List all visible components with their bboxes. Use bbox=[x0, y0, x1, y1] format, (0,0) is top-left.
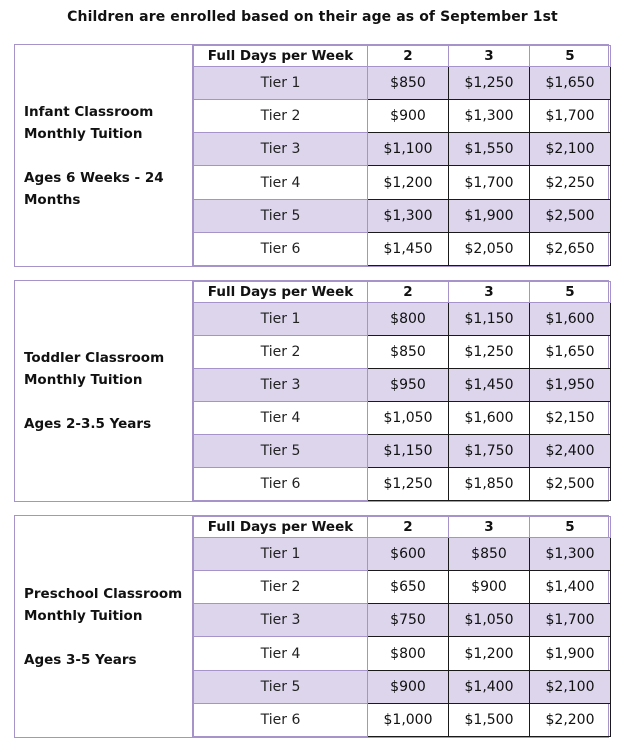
header-row bbox=[194, 517, 611, 538]
days-5-header: 5 bbox=[530, 282, 611, 303]
table-row bbox=[194, 402, 611, 435]
rate-cell: $1,600 bbox=[530, 303, 611, 336]
classroom-name: Preschool Classroom bbox=[24, 585, 183, 602]
rate-cell: $1,450 bbox=[449, 369, 530, 402]
preschool-tuition-block bbox=[14, 515, 609, 738]
rate-cell: $2,400 bbox=[530, 435, 611, 468]
days-per-week-header: Full Days per Week bbox=[194, 517, 368, 538]
tier-cell: Tier 6 bbox=[194, 468, 368, 501]
rate-cell: $1,100 bbox=[368, 133, 449, 166]
rate-cell: $1,950 bbox=[530, 369, 611, 402]
rate-cell: $2,500 bbox=[530, 199, 611, 232]
rate-table bbox=[193, 516, 611, 737]
rate-cell: $1,700 bbox=[530, 604, 611, 637]
table-row bbox=[194, 604, 611, 637]
rate-cell: $900 bbox=[449, 571, 530, 604]
days-3-header: 3 bbox=[449, 46, 530, 67]
toddler-tuition-block bbox=[14, 280, 609, 502]
tier-cell: Tier 6 bbox=[194, 703, 368, 736]
rate-cell: $1,250 bbox=[449, 67, 530, 100]
rate-cell: $1,000 bbox=[368, 703, 449, 736]
rate-cell: $2,250 bbox=[530, 166, 611, 199]
rate-cell: $1,200 bbox=[449, 637, 530, 670]
classroom-name: Infant Classroom bbox=[24, 103, 154, 120]
header-row bbox=[194, 46, 611, 67]
tier-cell: Tier 2 bbox=[194, 100, 368, 133]
rate-cell: $1,150 bbox=[368, 435, 449, 468]
table-row bbox=[194, 468, 611, 501]
rate-cell: $850 bbox=[449, 538, 530, 571]
rate-cell: $1,500 bbox=[449, 703, 530, 736]
tier-cell: Tier 3 bbox=[194, 604, 368, 637]
block-label bbox=[15, 516, 193, 737]
rate-cell: $800 bbox=[368, 303, 449, 336]
rate-cell: $1,850 bbox=[449, 468, 530, 501]
tier-cell: Tier 1 bbox=[194, 303, 368, 336]
rate-cell: $2,150 bbox=[530, 402, 611, 435]
rate-cell: $900 bbox=[368, 670, 449, 703]
tier-cell: Tier 2 bbox=[194, 336, 368, 369]
rate-cell: $650 bbox=[368, 571, 449, 604]
table-row bbox=[194, 369, 611, 402]
rate-cell: $1,900 bbox=[449, 199, 530, 232]
rate-cell: $1,750 bbox=[449, 435, 530, 468]
table-row bbox=[194, 67, 611, 100]
tier-cell: Tier 6 bbox=[194, 232, 368, 265]
rate-cell: $750 bbox=[368, 604, 449, 637]
age-range: Ages 2-3.5 Years bbox=[24, 416, 152, 432]
days-2-header: 2 bbox=[368, 46, 449, 67]
table-row bbox=[194, 303, 611, 336]
tier-cell: Tier 4 bbox=[194, 166, 368, 199]
header-row bbox=[194, 282, 611, 303]
rate-cell: $1,900 bbox=[530, 637, 611, 670]
rate-cell: $1,400 bbox=[530, 571, 611, 604]
rate-cell: $1,700 bbox=[449, 166, 530, 199]
rate-cell: $900 bbox=[368, 100, 449, 133]
rate-cell: $1,700 bbox=[530, 100, 611, 133]
tier-cell: Tier 3 bbox=[194, 133, 368, 166]
age-range: Ages 3-5 Years bbox=[24, 651, 137, 668]
rate-cell: $1,600 bbox=[449, 402, 530, 435]
table-row bbox=[194, 232, 611, 265]
rate-cell: $800 bbox=[368, 637, 449, 670]
table-row bbox=[194, 435, 611, 468]
rate-cell: $1,150 bbox=[449, 303, 530, 336]
classroom-name: Toddler Classroom bbox=[24, 350, 165, 366]
table-row bbox=[194, 571, 611, 604]
days-3-header: 3 bbox=[449, 517, 530, 538]
tier-cell: Tier 5 bbox=[194, 199, 368, 232]
rate-cell: $1,650 bbox=[530, 67, 611, 100]
rate-cell: $1,300 bbox=[449, 100, 530, 133]
table-row bbox=[194, 637, 611, 670]
rate-cell: $1,300 bbox=[530, 538, 611, 571]
tier-cell: Tier 4 bbox=[194, 637, 368, 670]
rate-cell: $2,100 bbox=[530, 670, 611, 703]
table-row bbox=[194, 133, 611, 166]
rate-cell: $850 bbox=[368, 336, 449, 369]
tier-cell: Tier 5 bbox=[194, 670, 368, 703]
block-label bbox=[15, 281, 193, 501]
tier-cell: Tier 1 bbox=[194, 538, 368, 571]
rate-cell: $1,050 bbox=[368, 402, 449, 435]
rate-cell: $1,300 bbox=[368, 199, 449, 232]
days-3-header: 3 bbox=[449, 282, 530, 303]
age-range: Ages 6 Weeks - 24 bbox=[24, 169, 164, 186]
rate-table bbox=[193, 281, 611, 501]
days-2-header: 2 bbox=[368, 282, 449, 303]
rate-cell: $2,100 bbox=[530, 133, 611, 166]
days-5-header: 5 bbox=[530, 517, 611, 538]
table-row bbox=[194, 670, 611, 703]
rate-cell: $1,550 bbox=[449, 133, 530, 166]
infant-tuition-block bbox=[14, 44, 609, 267]
rate-cell: $950 bbox=[368, 369, 449, 402]
rate-table bbox=[193, 45, 611, 266]
tier-cell: Tier 4 bbox=[194, 402, 368, 435]
days-5-header: 5 bbox=[530, 46, 611, 67]
tuition-label: Monthly Tuition bbox=[24, 607, 143, 624]
rate-cell: $2,200 bbox=[530, 703, 611, 736]
table-row bbox=[194, 538, 611, 571]
rate-cell: $600 bbox=[368, 538, 449, 571]
rate-cell: $1,250 bbox=[368, 468, 449, 501]
page-title: Children are enrolled based on their age as of September 1st bbox=[67, 9, 558, 25]
table-row bbox=[194, 100, 611, 133]
rate-cell: $2,500 bbox=[530, 468, 611, 501]
days-2-header: 2 bbox=[368, 517, 449, 538]
rate-cell: $1,050 bbox=[449, 604, 530, 637]
table-row bbox=[194, 166, 611, 199]
days-per-week-header: Full Days per Week bbox=[194, 46, 368, 67]
tier-cell: Tier 1 bbox=[194, 67, 368, 100]
rate-cell: $1,650 bbox=[530, 336, 611, 369]
tuition-label: Monthly Tuition bbox=[24, 372, 143, 388]
table-row bbox=[194, 199, 611, 232]
rate-cell: $2,650 bbox=[530, 232, 611, 265]
rate-cell: $1,450 bbox=[368, 232, 449, 265]
tier-cell: Tier 3 bbox=[194, 369, 368, 402]
tuition-label: Monthly Tuition bbox=[24, 125, 143, 142]
table-row bbox=[194, 336, 611, 369]
tier-cell: Tier 5 bbox=[194, 435, 368, 468]
rate-cell: $2,050 bbox=[449, 232, 530, 265]
block-label bbox=[15, 45, 193, 266]
tier-cell: Tier 2 bbox=[194, 571, 368, 604]
rate-cell: $1,200 bbox=[368, 166, 449, 199]
rate-cell: $850 bbox=[368, 67, 449, 100]
table-row bbox=[194, 703, 611, 736]
age-range-cont: Months bbox=[24, 191, 81, 208]
days-per-week-header: Full Days per Week bbox=[194, 282, 368, 303]
rate-cell: $1,250 bbox=[449, 336, 530, 369]
rate-cell: $1,400 bbox=[449, 670, 530, 703]
